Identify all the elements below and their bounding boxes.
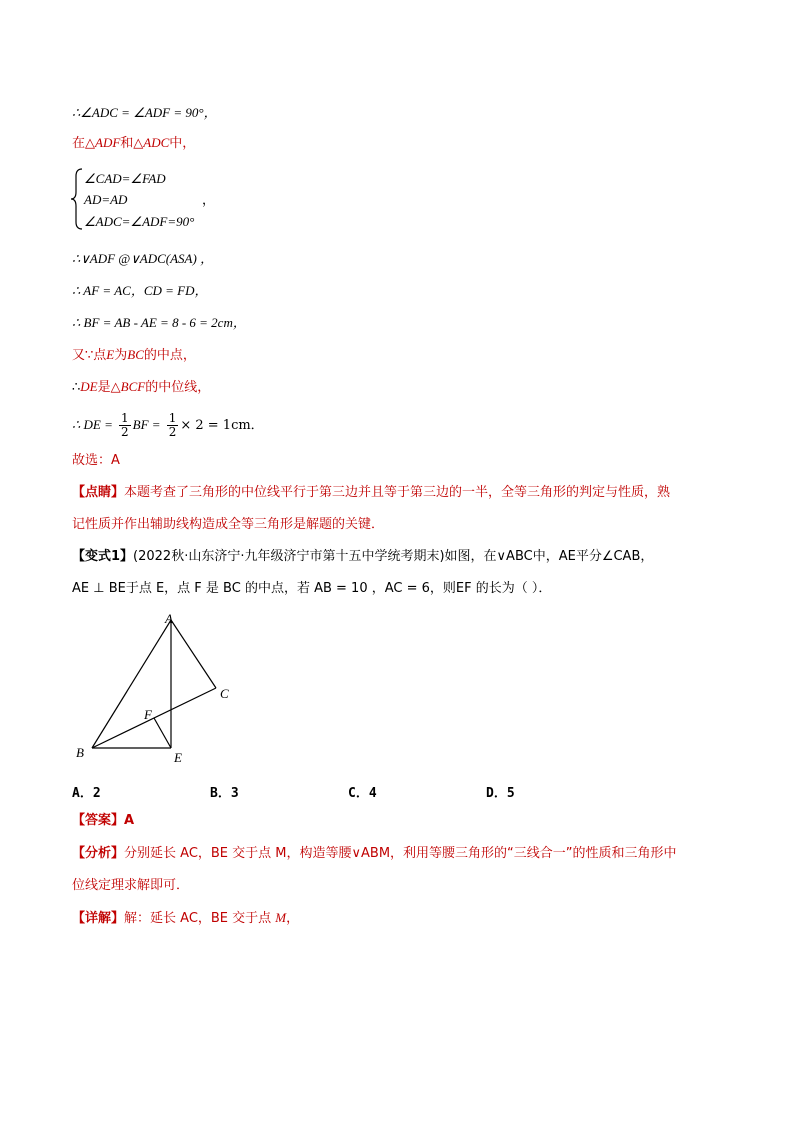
system-eq-2: AD=AD — [84, 192, 128, 207]
proof-text: 和△ — [120, 136, 144, 151]
system-eq-3: ∠ADC=∠ADF=90° — [84, 214, 195, 229]
variant-source: (2022秋·山东济宁·九年级济宁市第十五中学统考期末) — [133, 549, 445, 564]
proof-line-midline — [72, 378, 210, 397]
comment-text: 本题考查了三角形的中位线平行于第三边并且等于第三边的一半，全等三角形的判定与性质，熟 — [124, 485, 671, 500]
detail-text: ， — [286, 911, 300, 926]
point-label-f: F — [144, 707, 152, 722]
answer-tag: 【答案】 — [72, 813, 125, 828]
detail-text: 解：延长 AC，BE 交于点 — [124, 911, 276, 926]
system-comma: ， — [202, 193, 216, 208]
answer-value: A — [124, 813, 135, 828]
analysis-line-1 — [72, 845, 677, 863]
fraction-half — [167, 412, 179, 439]
fraction-denominator: 2 — [168, 425, 177, 439]
answer-line — [72, 812, 134, 830]
comment-line-1 — [72, 484, 670, 502]
proof-text: E — [106, 347, 115, 362]
proof-line-congruence: ∴∨ADF @∨ADC(ASA) ， — [72, 251, 214, 266]
fraction-numerator: 1 — [168, 411, 177, 425]
fraction-half — [119, 412, 131, 439]
point-label-a: A — [165, 611, 173, 626]
proof-text: ∴∠ADC = ∠ADF = 90°， — [72, 105, 217, 120]
comment-tag: 【点睛】 — [72, 485, 125, 500]
variant-line-2: AE ⊥ BE于点 E，点 F 是 BC 的中点，若 AB = 10 ，AC = 6，则EF 的长为（ ）． — [72, 581, 552, 596]
proof-line-de-value — [72, 410, 264, 441]
comment-line-2: 记性质并作出辅助线构造成全等三角形是解题的关键． — [72, 517, 385, 532]
analysis-line-2: 位线定理求解即可． — [72, 878, 190, 893]
left-brace-icon — [70, 168, 84, 230]
variant-line-1 — [72, 548, 653, 566]
point-label-e: E — [174, 750, 182, 765]
proof-line-in-triangles — [72, 134, 195, 153]
proof-text: DE — [80, 379, 98, 394]
option-d: D．5 — [486, 786, 515, 801]
proof-text: ∴ DE = — [72, 417, 113, 432]
proof-text: 是△ — [97, 380, 121, 395]
proof-line-midpoint — [72, 346, 196, 365]
detail-text: M — [275, 910, 287, 925]
proof-text: ADC — [143, 135, 170, 150]
fraction-denominator: 2 — [121, 425, 129, 439]
proof-text: 中， — [169, 136, 196, 151]
segment-ac — [171, 620, 216, 688]
proof-text: × 2 = 1cm． — [180, 418, 264, 433]
variant-text: 如图，在∨ABC中，AE平分∠CAB， — [444, 549, 654, 564]
option-c: C．4 — [348, 786, 377, 801]
option-b: B．3 — [210, 786, 239, 801]
option-a: A．2 — [72, 786, 101, 801]
fraction-numerator: 1 — [121, 411, 129, 425]
point-label-c: C — [220, 686, 229, 701]
proof-text: ∴ — [72, 380, 81, 395]
analysis-text: 分别延长 AC，BE 交于点 M，构造等腰∨ABM，利用等腰三角形的“三线合一”的性质和三角形中 — [124, 846, 677, 861]
proof-text: 的中位线， — [145, 380, 211, 395]
proof-line-bf: ∴ BF = AB - AE = 8 - 6 = 2cm， — [72, 315, 246, 330]
proof-text: BC — [127, 347, 144, 362]
segment-fe — [154, 718, 171, 748]
proof-line-angle-right — [72, 104, 217, 123]
proof-line-af-ac: ∴ AF = AC，CD = FD， — [72, 283, 208, 298]
point-label-b: B — [76, 745, 84, 760]
proof-text: 在△ — [72, 136, 95, 151]
detail-tag: 【详解】 — [72, 911, 125, 926]
proof-text: BF = — [132, 417, 161, 432]
system-eq-1: ∠CAD=∠FAD — [84, 171, 166, 186]
analysis-tag: 【分析】 — [72, 846, 125, 861]
proof-text: 的中点， — [143, 348, 196, 363]
detail-line — [72, 909, 299, 928]
proof-text: 又∵点 — [72, 348, 107, 363]
choose-answer: 故选：A — [72, 453, 120, 468]
proof-text: 为 — [114, 348, 128, 363]
triangle-figure — [70, 610, 240, 770]
proof-text: ADF — [95, 135, 121, 150]
variant-tag: 【变式1】 — [72, 549, 134, 564]
proof-text: BCF — [120, 379, 146, 394]
